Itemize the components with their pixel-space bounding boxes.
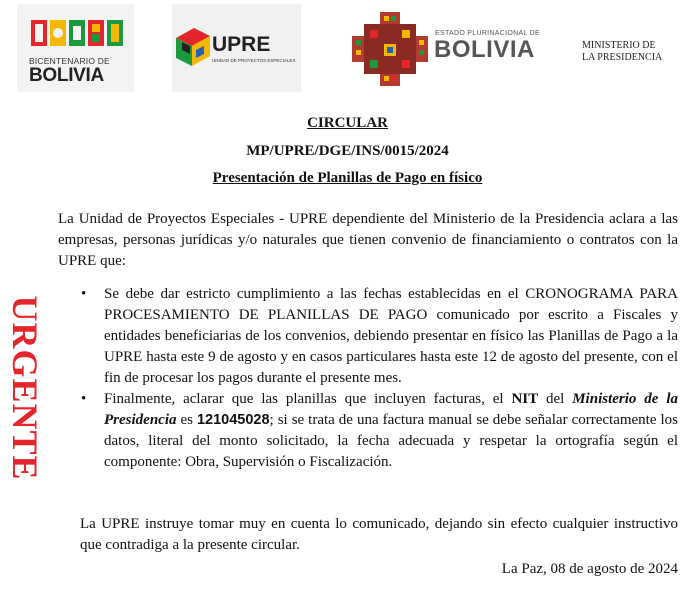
urgente-text: URGENTE: [5, 294, 45, 481]
ministry-name: Ministerio de la Presidencia: [104, 391, 678, 428]
list-item: [58, 389, 678, 473]
estado-name: BOLIVIA: [434, 36, 535, 63]
circular-number: MP/UPRE/DGE/INS/0015/2024: [246, 143, 449, 159]
upre-subtitle: UNIDAD DE PROYECTOS ESPECIALES: [212, 58, 296, 63]
intro-paragraph: La Unidad de Proyectos Especiales - UPRE dependiente del Ministerio de la Presidencia aclara a las empresas, personas jurídicas y/o naturales que tienen convenio de financiamiento o contratos con la UPRE que:: [58, 211, 678, 269]
letterhead: [0, 0, 695, 95]
closing-paragraph: La UPRE instruye tomar muy en cuenta lo comunicado, dejando sin efecto cualquier instructivo que contradiga a la presente circular.: [80, 516, 678, 553]
bullet2-part1: Finalmente, aclarar que las planillas que incluyen facturas, el: [104, 391, 512, 407]
ministerio-label: [582, 40, 662, 64]
ministerio-line1: MINISTERIO DE: [582, 40, 656, 51]
document-date: La Paz, 08 de agosto de 2024: [501, 561, 678, 577]
bicentenario-logo: [17, 4, 134, 92]
bullet-list: [58, 284, 678, 473]
document-type-title: CIRCULAR: [307, 115, 388, 131]
nit-label: NIT: [511, 391, 539, 407]
circular-subject: Presentación de Planillas de Pago en físico: [212, 170, 483, 186]
bullet2-part3: es: [176, 412, 197, 428]
urgente-stamp: [7, 290, 43, 485]
bullet2-part4: ; si se trata de una factura manual se debe señalar correctamente los datos, literal del monto solicitado, la fecha adecuada y respetar la ortografía según el componente: Obra, Supervisión o Fiscalización.: [104, 412, 678, 470]
bicentenario-label: BICENTENARIO DE: [29, 56, 110, 66]
upre-logo: [172, 4, 301, 92]
estado-label: ESTADO PLURINACIONAL DE: [435, 30, 540, 37]
estado-plurinacional-logo: [350, 10, 550, 88]
upre-name: UPRE: [212, 33, 271, 56]
nit-value: 121045028: [196, 412, 270, 428]
bullet-marker: •: [81, 391, 87, 407]
bullet-text-1: Se debe dar estricto cumplimiento a las fechas establecidas en el CRONOGRAMA PARA PROCESAMIENTO DE PLANILLAS DE PAGO comunicado por escrito a Fiscales y entidades beneficiarias de los convenios, debiendo presentar en físico las Planillas de Pago a la UPRE hasta este 9 de agosto y en casos particulares hasta este 12 de agosto del presente, con el fin de procesar los pagos durante el presente mes.: [104, 286, 678, 386]
bicentenario-country: BOLIVIA: [29, 65, 104, 86]
bullet2-part2: del: [538, 391, 573, 407]
chakana-emblem-icon: [350, 10, 430, 88]
bullet-marker: •: [81, 286, 87, 302]
list-item: [58, 284, 678, 389]
ministerio-line2: LA PRESIDENCIA: [582, 52, 663, 63]
